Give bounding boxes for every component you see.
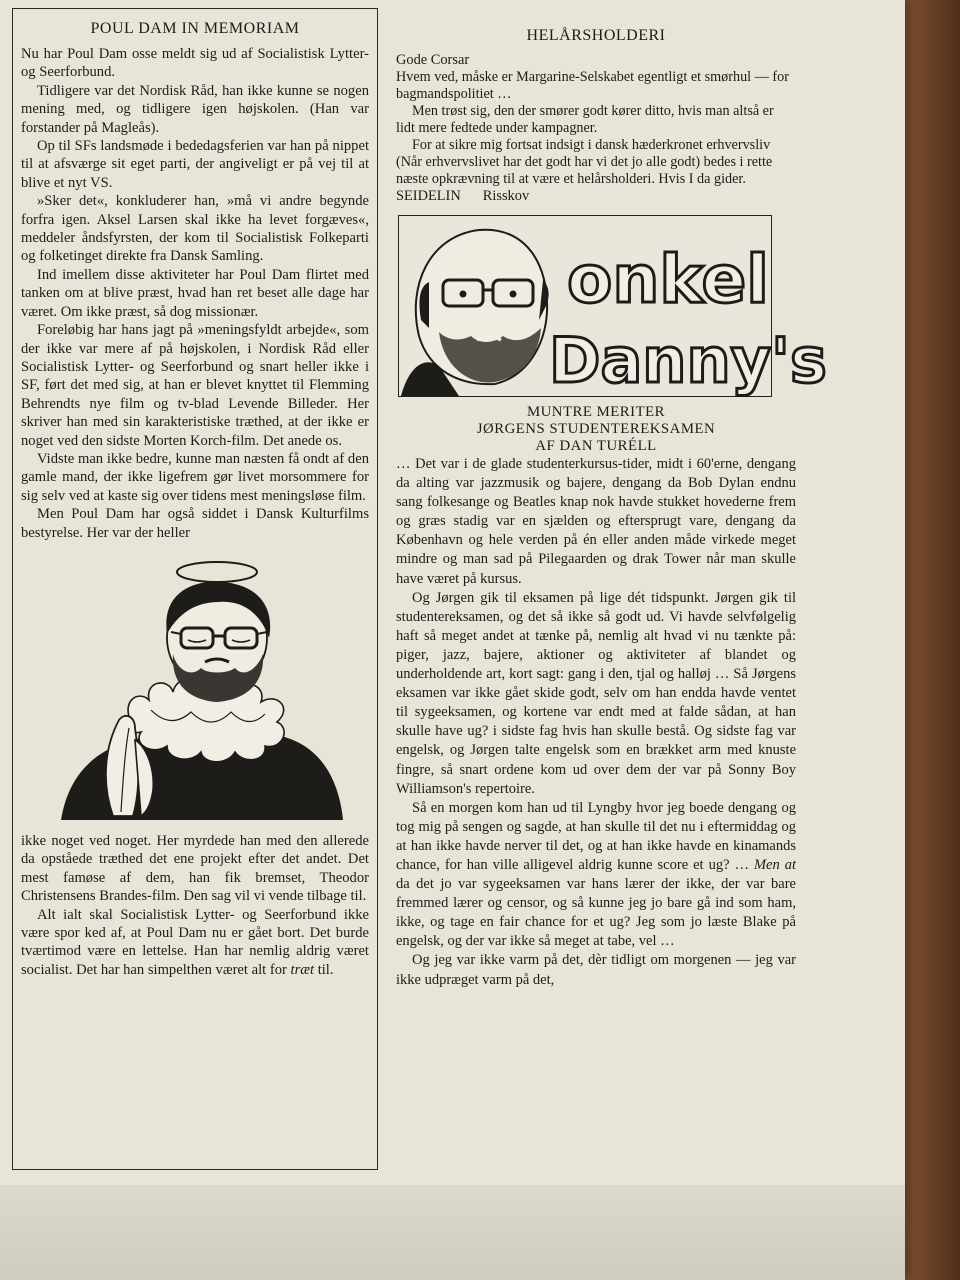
caricature-drawing (21, 550, 369, 824)
story-paragraph: … Det var i de glade studenterkursus-tider, midt i 60'erne, dengang da alting var jazzmusik og bajere, dengang da Bob Dylan endnu sang folkesange og Beatles knap nok havde stukket hovederne frem og græs stadig var en sjælden og eftersprugt vare, dengang da København og hele verden på én eller anden måde virkede meget mindre og man sad på Pilegaarden og drak Tower når man skulle have været på kursus. (396, 456, 796, 587)
paragraph: Nu har Poul Dam osse meldt sig ud af Socialistisk Lytter- og Seerforbund. (21, 46, 369, 81)
italic-word: træt (290, 961, 315, 978)
paragraph-last (21, 906, 369, 980)
letter-signature (396, 188, 796, 205)
story-text: da det jo var sygeeksamen var hans lærer der ikke, der var bare fremmed lærer og censor, og så kunne jeg jo bare gå ind som ham, ikke, og tage en fair chance for et ug? Jeg som jo læste Blake på engelsk, og der var ikke så meget at tabe, vel … (396, 876, 796, 950)
paragraph: ikke noget ved noget. Her myrdede han med den allerede da opståede træthed det ene projekt efter det andet. Det mest famøse af dem, han fik bremset, Theodor Christensens Brandes-film. Den sag vil vi vende tilbage til. (21, 832, 369, 905)
paragraph: Op til SFs landsmøde i bededagsferien var han på nippet til at afsværge sit eget parti, der angiveligt er på vej til at blive et nyt VS. (21, 138, 369, 191)
letter-paragraph: Hvem ved, måske er Margarine-Selskabet egentligt et smørhul — for bagmandspolitiet … (396, 69, 789, 102)
article-heading: POUL DAM IN MEMORIAM (90, 20, 300, 37)
paragraph-text: Alt ialt skal Socialistisk Lytter- og Seerforbund ikke være spor ked af, at Poul Dam nu er gået bort. Det burde tværtimod være en lettelse. Han har nemlig aldrig været socialist. Det har han simpelthen været alt for (21, 906, 369, 978)
paragraph: Foreløbig har hans jagt på »meningsfyldt arbejde«, som der ikke var mere af på højskolen, i Nordisk Råd eller Socialistisk Lytter- og Seerforbund og snart heller ikke i SF, ført det med sig, at han er blevet knyttet til Flemming Behrendts nye film og tv-blad Levende Billeder. Her skriver han med sin karakteristiske træthed, at der ikke er noget ved den sidste Morten Korch-film. Det anede os. (21, 322, 369, 449)
letter-paragraph: For at sikre mig fortsat indsigt i dansk hæderkronet erhvervsliv (Når erhvervslivet har det godt har vi det jo alle godt) bedes i rette næste opkrævning til at være et helårsholderi. Hvis I da gider. (396, 137, 773, 187)
banner-word-onkel: onkel (567, 241, 769, 318)
story-paragraph: Og jeg var ikke varm på det, dèr tidligt om morgenen — jeg var ikke udpræget varm på det, (396, 952, 796, 988)
paragraph: Tidligere var det Nordisk Råd, han ikke kunne se nogen mening med, og tidligere igen højskolen. (Han var forstander på Magleås). (21, 82, 369, 136)
onkel-dannys-banner (398, 215, 827, 397)
page-bottom-shadow (0, 1185, 905, 1280)
praying-man-illustration (21, 550, 369, 824)
story-text: Så en morgen kom han ud til Lyngby hvor jeg boede dengang og tog mig på sengen og sagde, at han skulle til det nu i eftermiddag og at han ikke havde nerver til det, og at han ikke havde en kinamands chance, for han ville alligevel aldrig kunne score et ug? … (396, 799, 796, 873)
letter-heading: HELÅRSHOLDERI (526, 27, 666, 44)
paragraph: Vidste man ikke bedre, kunne man næsten få ondt af den gamle mand, der ikke ligefrem gør livet morsommere for sig selv ved at kaste sig over tidens mest meningsløse film. (21, 450, 369, 504)
story-paragraph (396, 799, 796, 952)
column-kicker: MUNTRE MERITER (526, 404, 666, 420)
right-column (396, 26, 827, 1176)
story-byline: AF DAN TURÉLL (535, 438, 657, 454)
paragraph: Ind imellem disse aktiviteter har Poul Dam flirtet med tanken om at blive præst, hvad han ret beset alle dage har været. Om ikke præst, så dog missionær. (21, 266, 369, 320)
banner-word-dannys: Danny's (549, 324, 827, 397)
story-paragraph: Og Jørgen gik til eksamen på lige dét tidspunkt. Jørgen gik til studentereksamen, og det så ikke så godt ud. Vi havde selvfølgelig haft så meget andet at tænke på, nemlig alt hvad vi nu tænkte på: piger, jazz, bajere, aktioner og aktiviteter af blandet og underholdende art, kort sagt: gang i den, tjal og halløj … Så Jørgens eksamen var ikke gået skide godt, selv om han endda havde ventet til sygeeksamen, og kortene var endt med at falde sådan, at han skulle have ug? i sidste fag hvis han skulle bestå. Og sidste fag var engelsk, og Jørgen talte engelsk som en brækket arm med knuste fingre, så snart ordene kom ud over dem der var på Sonny Boy Williamson's repertoire. (396, 589, 796, 797)
signature-name: SEIDELIN (396, 188, 461, 204)
paragraph-tail: til. (314, 961, 334, 978)
article-poul-dam (12, 8, 378, 1170)
signature-place: Risskov (482, 188, 530, 204)
story-title: JØRGENS STUDENTEREKSAMEN (476, 421, 716, 437)
paragraph: Men Poul Dam har også siddet i Dansk Kulturfilms bestyrelse. Her var der heller (21, 506, 369, 541)
italic-phrase: Men at (753, 856, 796, 873)
paragraph: »Sker det«, konkluderer han, »må vi andre begynde forfra igen. Aksel Larsen skal ikke ha levet forgæves«, meddeler åndsfyrsten, der kom til Socialistisk Folkeparti og folketinget direkte fra Dansk Samling. (21, 193, 369, 265)
letter-paragraph: Men trøst sig, den der smører godt kører ditto, hvis man altså er lidt mere fedtede under kampagner. (396, 103, 774, 136)
letter-greeting: Gode Corsar (396, 52, 470, 68)
